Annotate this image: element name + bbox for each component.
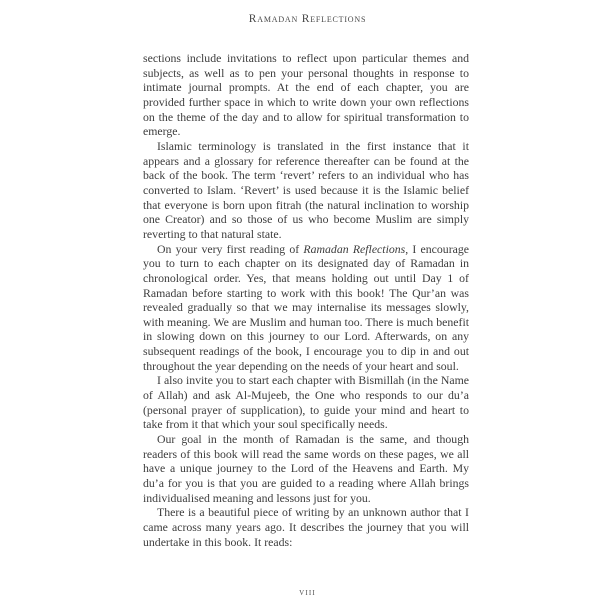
running-header: Ramadan Reflections xyxy=(248,13,367,25)
body-paragraph: There is a beautiful piece of writing by an unknown author that I came across many years ago. It describes the journey that you will undertake in this book. It reads: xyxy=(143,505,469,549)
body-paragraph: Islamic terminology is translated in the first instance that it appears and a glossary for reference thereafter can be found at the back of the book. The term ‘revert’ refers to an individual who has converted to Islam. ‘Revert’ is used because it is the Islamic belief that everyone is born upon fitrah (the natural inclination to worship one Creator) and so those of us who become Muslim are simply reverting to that natural state. xyxy=(143,138,469,241)
body-paragraph xyxy=(143,242,469,374)
page-number: viii xyxy=(299,588,316,598)
body-paragraph: sections include invitations to reflect upon particular themes and subjects, as well as to pen your personal thoughts in response to intimate journal prompts. At the end of each chapter, you are provided further space in which to write down your own reflections on the theme of the day and to allow for spiritual transformation to emerge. xyxy=(143,51,469,139)
body-paragraph: Our goal in the month of Ramadan is the same, and though readers of this book will read the same words on these pages, we all have a unique journey to the Lord of the Heavens and Earth. My du’a for you is that you are guided to a reading where Allah brings individualised meaning and lessons just for you. xyxy=(143,432,469,505)
text-block xyxy=(143,51,469,549)
book-title-italic: Ramadan Reflections xyxy=(303,241,406,256)
paragraph-segment: On your very first reading of xyxy=(157,241,304,256)
paragraph-segment: , I encourage you to turn to each chapter on its designated day of Ramadan in chronological order. Yes, that means holding out until Day 1 of Ramadan before starting to work with this book! The Qur’an was revealed gradually so that we may internalise its messages slowly, with meaning. We are Muslim and human too. There is much benefit in slowing down on this journey to our Lord. Afterwards, on any subsequent readings of the book, I encourage you to dip in and out throughout the year depending on the needs of your heart and soul. xyxy=(143,241,469,373)
body-paragraph: I also invite you to start each chapter with Bismillah (in the Name of Allah) and ask Al-Mujeeb, the One who responds to our du’a (personal prayer of supplication), to guide your mind and heart to take from it that which your soul specifically needs. xyxy=(143,373,469,432)
